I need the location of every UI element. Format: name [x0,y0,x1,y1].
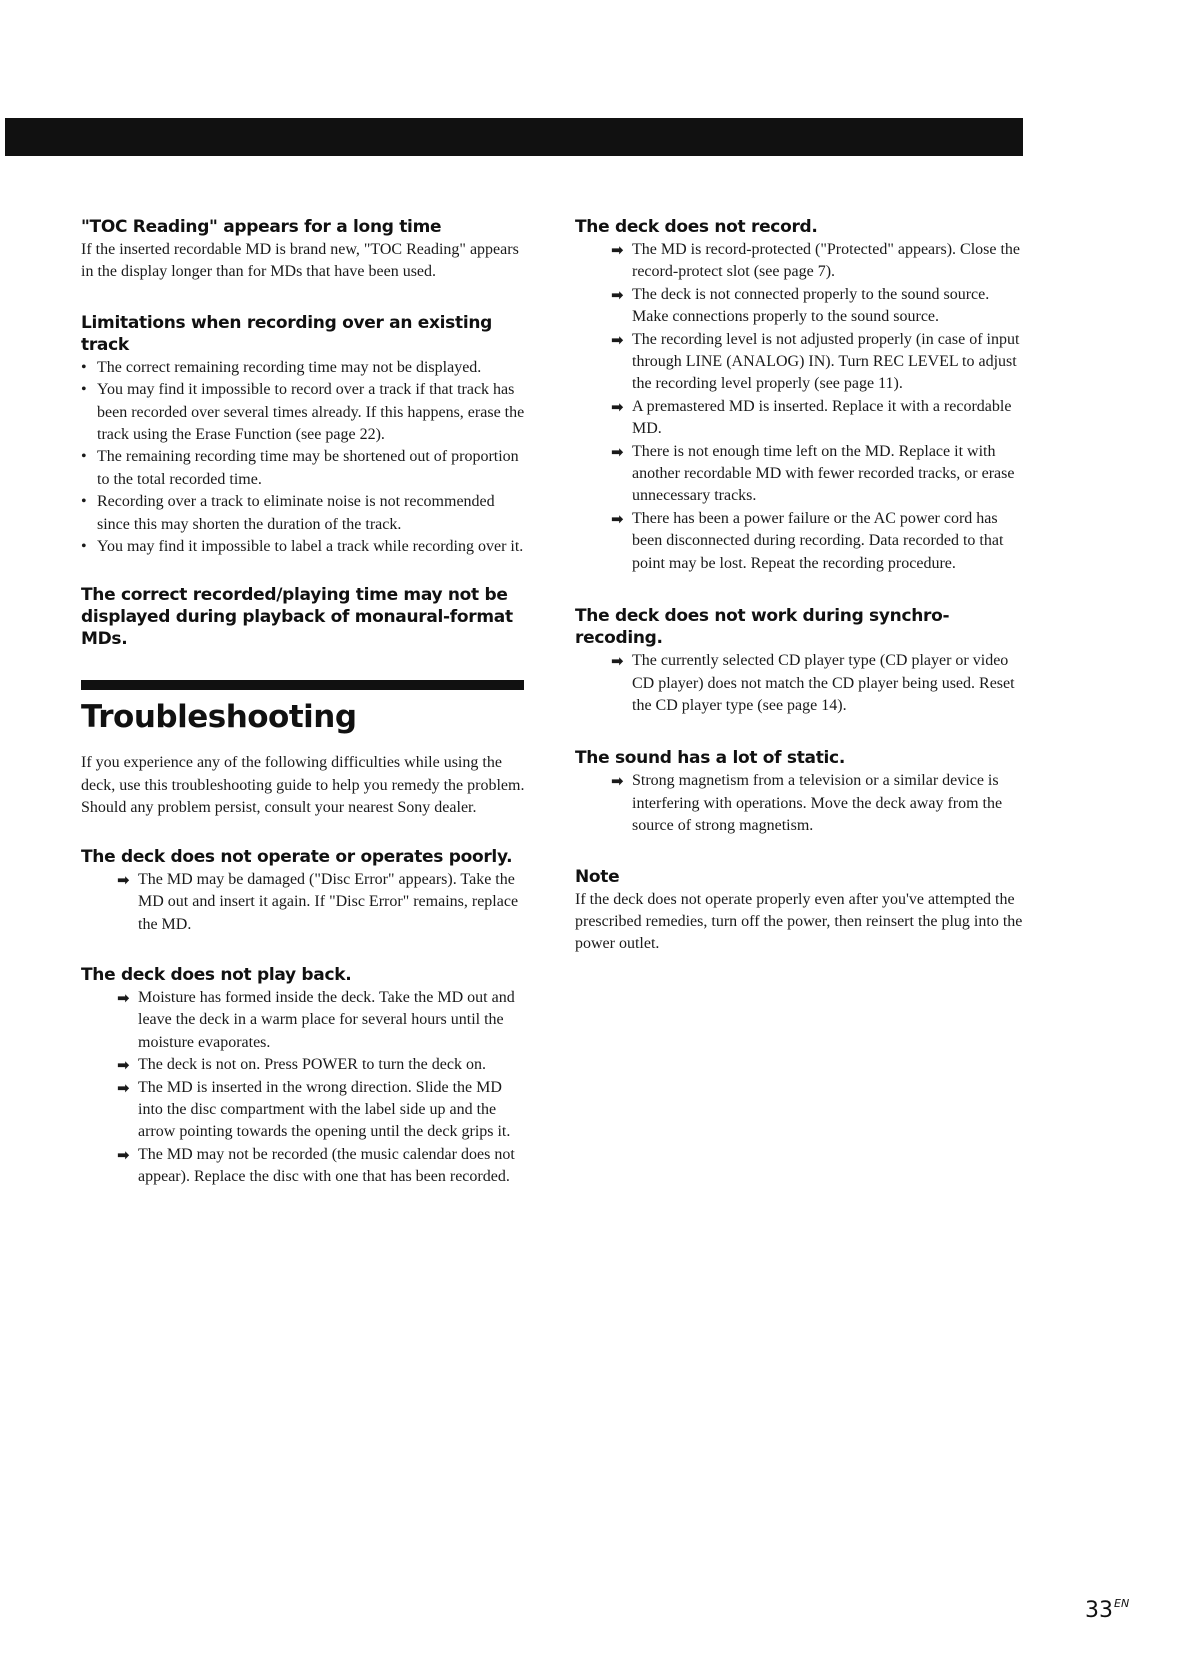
limitations-section [81,312,525,559]
not-operate-section [81,846,525,936]
list-item: • The remaining recording time may be shortened out of proportion to the total recorded time. [81,446,525,491]
monaural-section [81,584,525,650]
static-remedies [575,770,1025,837]
static-heading: The sound has a lot of static. [575,748,845,769]
limitations-list [81,357,525,559]
page-number-suffix: EN [1114,1597,1130,1610]
remedy-text: The currently selected CD player type (CD player or video CD player) does not match the CD player being used. Reset the CD player type (see page 14). [632,652,1015,714]
page-title: Troubleshooting [81,699,357,736]
monaural-heading: The correct recorded/playing time may not be displayed during playback of monaural-format MDs. [81,585,513,650]
remedy-item [117,869,525,936]
not-play-heading: The deck does not play back. [81,964,352,985]
remedy-item [611,508,1025,575]
not-record-heading: The deck does not record. [575,217,818,237]
synchro-heading: The deck does not work during synchro-recoding. [575,606,950,649]
remedy-text: A premastered MD is inserted. Replace it with a recordable MD. [632,397,1012,438]
arrow-right-icon: ➡ [117,1056,130,1075]
right-column [575,216,1025,978]
remedy-text: Moisture has formed inside the deck. Take the MD out and leave the deck in a warm place for several hours until the moisture evaporates. [138,988,515,1051]
remedy-item [611,650,1025,717]
remedy-text: The MD may not be recorded (the music calendar does not appear). Replace the disc with one that has been recorded. [138,1145,515,1186]
arrow-right-icon: ➡ [117,988,130,1007]
toc-reading-heading: "TOC Reading" appears for a long time [81,217,442,237]
remedy-text: The deck is not on. Press POWER to turn the deck on. [138,1056,486,1074]
remedy-item [117,987,525,1054]
remedy-text: Strong magnetism from a television or a similar device is interfering with operations. Move the deck away from the source of strong magnetism. [632,772,1003,835]
synchro-remedies [575,650,1025,717]
remedy-item [611,239,1025,284]
arrow-right-icon: ➡ [117,1078,130,1097]
page-number [1085,1597,1129,1623]
remedy-item [117,1077,525,1144]
arrow-right-icon: ➡ [117,870,130,889]
arrow-right-icon: ➡ [611,285,624,304]
remedy-text: The MD may be damaged ("Disc Error" appears). Take the MD out and insert it again. If "Disc Error" remains, replace the MD. [138,870,519,933]
not-operate-remedies [81,869,525,936]
arrow-right-icon: ➡ [611,397,624,416]
remedy-text: The MD is inserted in the wrong direction. Slide the MD into the disc compartment with the label side up and the arrow pointing towards the opening until the deck grips it. [138,1078,511,1141]
limitations-heading: Limitations when recording over an existing track [81,312,493,355]
toc-reading-section [81,216,525,284]
troubleshooting-intro: If you experience any of the following difficulties while using the deck, use this troubleshooting guide to help you remedy the problem. Should any problem persist, consult your nearest Sony dealer. [81,754,525,817]
list-item: • You may find it impossible to record over a track if that track has been recorded over several times already. If this happens, erase the track using the Erase Function (see page 22). [81,379,525,446]
remedy-text: The MD is record-protected ("Protected" appears). Close the record-protect slot (see page 7). [632,241,1021,281]
arrow-right-icon: ➡ [117,1145,130,1164]
arrow-right-icon: ➡ [611,652,624,671]
remedy-text: The recording level is not adjusted properly (in case of input through LINE (ANALOG) IN). Turn REC LEVEL to adjust the recording level properly (see page 11). [632,330,1020,393]
not-play-section [81,964,525,1189]
remedy-item [117,1144,525,1189]
remedy-item [611,396,1025,441]
not-record-section [575,216,1025,575]
remedy-text: There has been a power failure or the AC power cord has been disconnected during recording. Data recorded to that point may be lost. Repeat the recording procedure. [632,509,1004,572]
list-item: • The correct remaining recording time may not be displayed. [81,357,525,379]
not-record-remedies [575,239,1025,575]
remedy-item [117,1054,525,1076]
not-play-remedies [81,987,525,1189]
note-body: If the deck does not operate properly even after you've attempted the prescribed remedies, turn off the power, then reinsert the plug into the power outlet. [575,890,1023,953]
page-number-value: 33 [1085,1598,1113,1623]
note-heading: Note [575,866,620,887]
remedy-item [611,329,1025,396]
arrow-right-icon: ➡ [611,772,624,791]
not-operate-heading: The deck does not operate or operates poorly. [81,846,513,867]
header-bar [5,118,1023,156]
remedy-text: The deck is not connected properly to the sound source. Make connections properly to the sound source. [632,285,990,326]
arrow-right-icon: ➡ [611,330,624,349]
note-section [575,866,1025,956]
list-item: • You may find it impossible to label a track while recording over it. [81,536,525,558]
remedy-item [611,770,1025,837]
arrow-right-icon: ➡ [611,509,624,528]
troubleshooting-intro-section [81,752,525,819]
synchro-section [575,605,1025,717]
section-rule [81,680,524,690]
toc-reading-body: If the inserted recordable MD is brand new, "TOC Reading" appears in the display longer than for MDs that have been used. [81,241,519,281]
remedy-item [611,441,1025,508]
static-section [575,747,1025,837]
remedy-item [611,284,1025,329]
left-column [81,216,525,1211]
arrow-right-icon: ➡ [611,241,624,259]
remedy-text: There is not enough time left on the MD. Replace it with another recordable MD with fewer recorded tracks, or erase unnecessary tracks. [632,442,1015,505]
list-item: • Recording over a track to eliminate noise is not recommended since this may shorten the duration of the track. [81,491,525,536]
arrow-right-icon: ➡ [611,442,624,461]
